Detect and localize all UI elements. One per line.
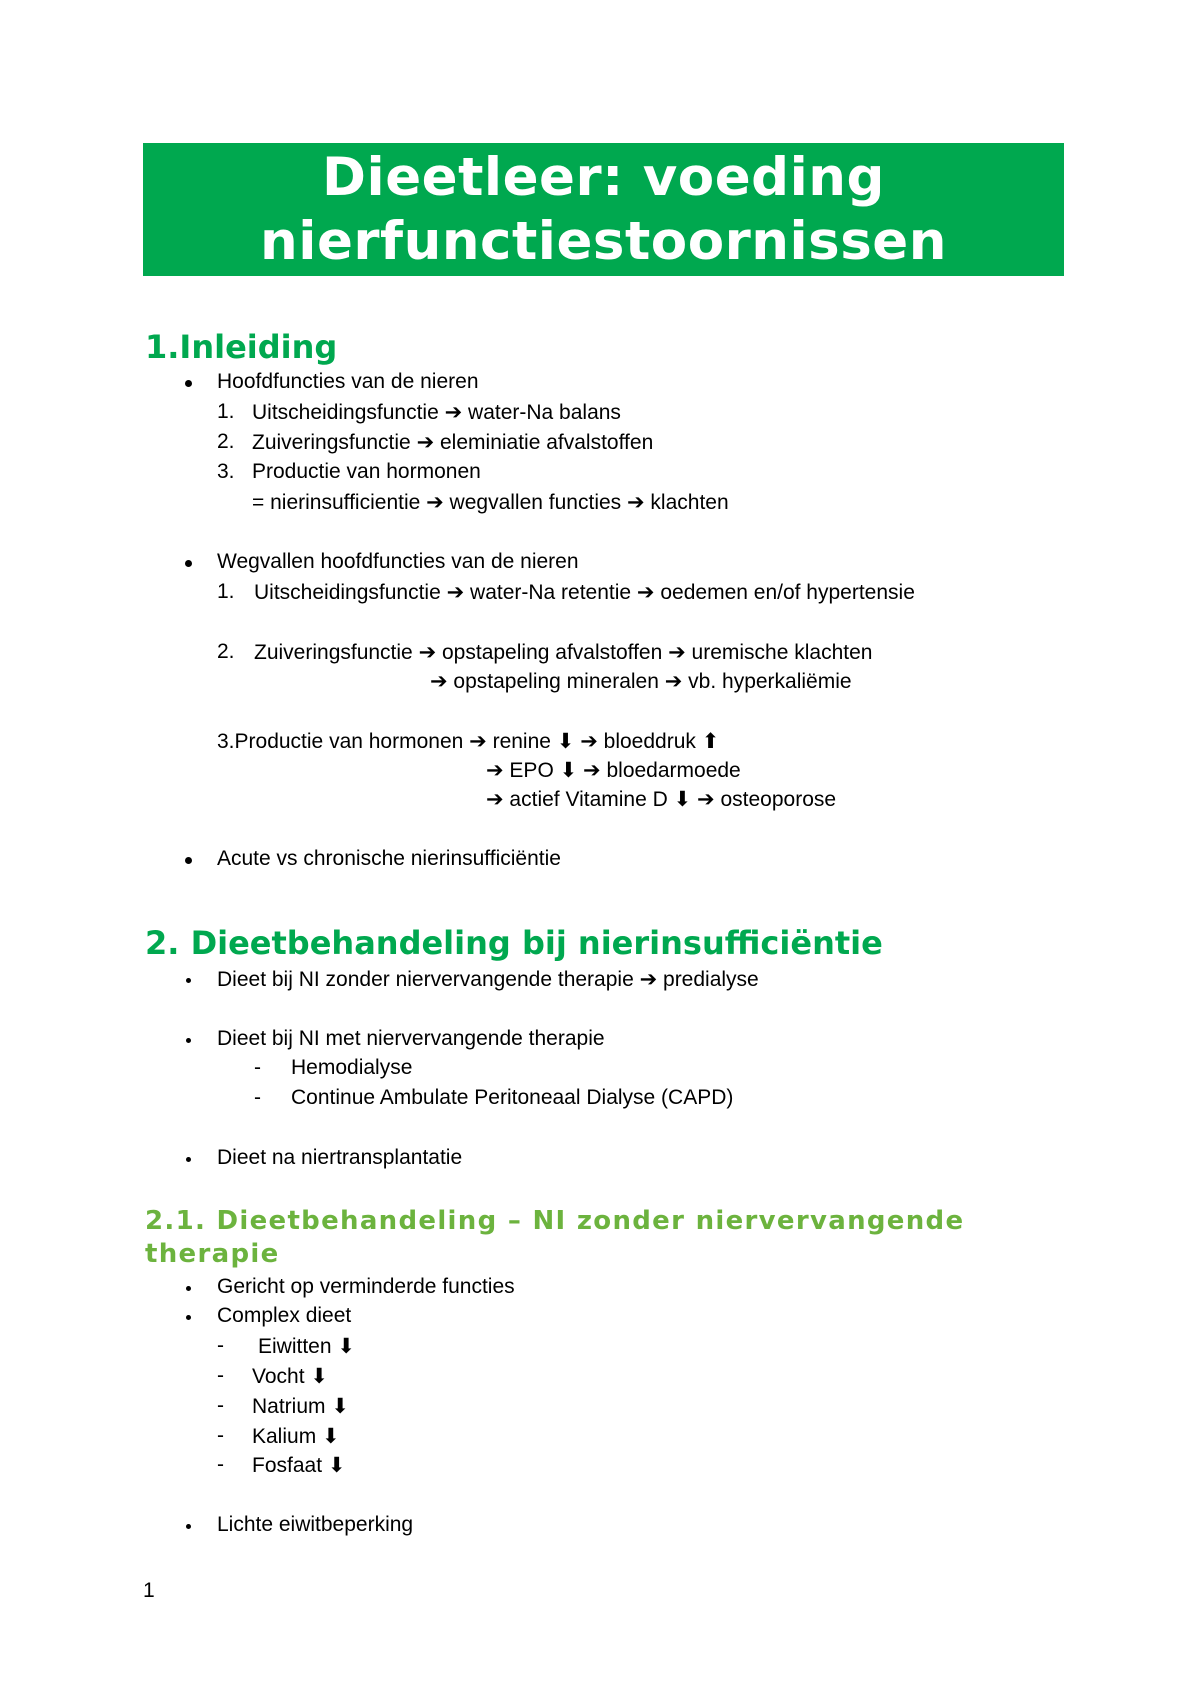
bullet-icon [185,857,192,864]
bullet-icon [186,1315,191,1320]
dash-icon: - [217,1364,224,1387]
dash-icon: - [217,1453,224,1476]
list-item: Hoofdfuncties van de nieren [217,370,479,393]
sub-list-item: Eiwitten ⬇ [258,1335,355,1358]
bullet-icon [186,1524,191,1529]
numbered-item: Zuiveringsfunctie ➔ eleminiatie afvalstoffen [252,431,654,454]
numbered-item-num: 1. [217,580,235,603]
list-item: Gericht op verminderde functies [217,1275,515,1298]
numbered-item-num: 1. [217,400,235,423]
section2-heading: 2. Dieetbehandeling bij nierinsufficiëntie [145,924,883,962]
dash-icon: - [254,1056,261,1079]
list-item: Wegvallen hoofdfuncties van de nieren [217,550,579,573]
list-item: Dieet bij NI met niervervangende therapie [217,1027,605,1050]
section21-heading-line1: 2.1. Dieetbehandeling – NI zonder niervervangende [145,1206,965,1236]
dash-icon: - [254,1086,261,1109]
numbered-item-num: 2. [217,430,235,453]
list-item: Acute vs chronische nierinsufficiëntie [217,847,561,870]
sub-list-item: Continue Ambulate Peritoneaal Dialyse (CAPD) [291,1086,734,1109]
numbered-item-num: 2. [217,640,235,663]
dash-icon: - [217,1424,224,1447]
sub-list-item: Hemodialyse [291,1056,413,1079]
document-title-line1: Dieetleer: voeding [322,146,885,208]
sub-list-item: Natrium ⬇ [252,1395,349,1418]
numbered-item: Zuiveringsfunctie ➔ opstapeling afvalstoffen ➔ uremische klachten [254,641,873,664]
list-item: Lichte eiwitbeperking [217,1513,414,1536]
bullet-icon [186,1038,191,1043]
list-item: Dieet bij NI zonder niervervangende therapie ➔ predialyse [217,968,759,991]
continuation-text: ➔ EPO ⬇ ➔ bloedarmoede [486,759,741,782]
note-text: = nierinsufficientie ➔ wegvallen functies ➔ klachten [252,491,729,514]
list-item: Complex dieet [217,1304,352,1327]
continuation-text: ➔ opstapeling mineralen ➔ vb. hyperkaliëmie [430,670,852,693]
section1-heading [145,328,337,366]
sub-list-item: Vocht ⬇ [252,1365,328,1388]
bullet-icon [186,1157,191,1162]
section1-heading-text: Inleiding [179,328,338,366]
numbered-item: 3.Productie van hormonen ➔ renine ⬇ ➔ bloeddruk ⬆ [217,730,720,753]
sub-list-item: Kalium ⬇ [252,1425,340,1448]
numbered-item: Uitscheidingsfunctie ➔ water-Na balans [252,401,621,424]
numbered-item-num: 3. [217,460,235,483]
document-title-line2: nierfunctiestoornissen [260,210,947,272]
bullet-icon [186,978,191,983]
title-banner [143,143,1064,276]
bullet-icon [185,380,192,387]
page-number: 1 [143,1579,155,1602]
numbered-item: Productie van hormonen [252,460,481,483]
dash-icon: - [217,1394,224,1417]
dash-icon: - [217,1334,224,1357]
bullet-icon [185,560,192,567]
list-item: Dieet na niertransplantatie [217,1146,463,1169]
continuation-text: ➔ actief Vitamine D ⬇ ➔ osteoporose [486,788,837,811]
section21-heading-line2: therapie [145,1239,280,1269]
bullet-icon [186,1286,191,1291]
numbered-item: Uitscheidingsfunctie ➔ water-Na retentie ➔ oedemen en/of hypertensie [254,581,915,604]
section1-heading-num: 1. [145,328,180,366]
sub-list-item: Fosfaat ⬇ [252,1454,346,1477]
